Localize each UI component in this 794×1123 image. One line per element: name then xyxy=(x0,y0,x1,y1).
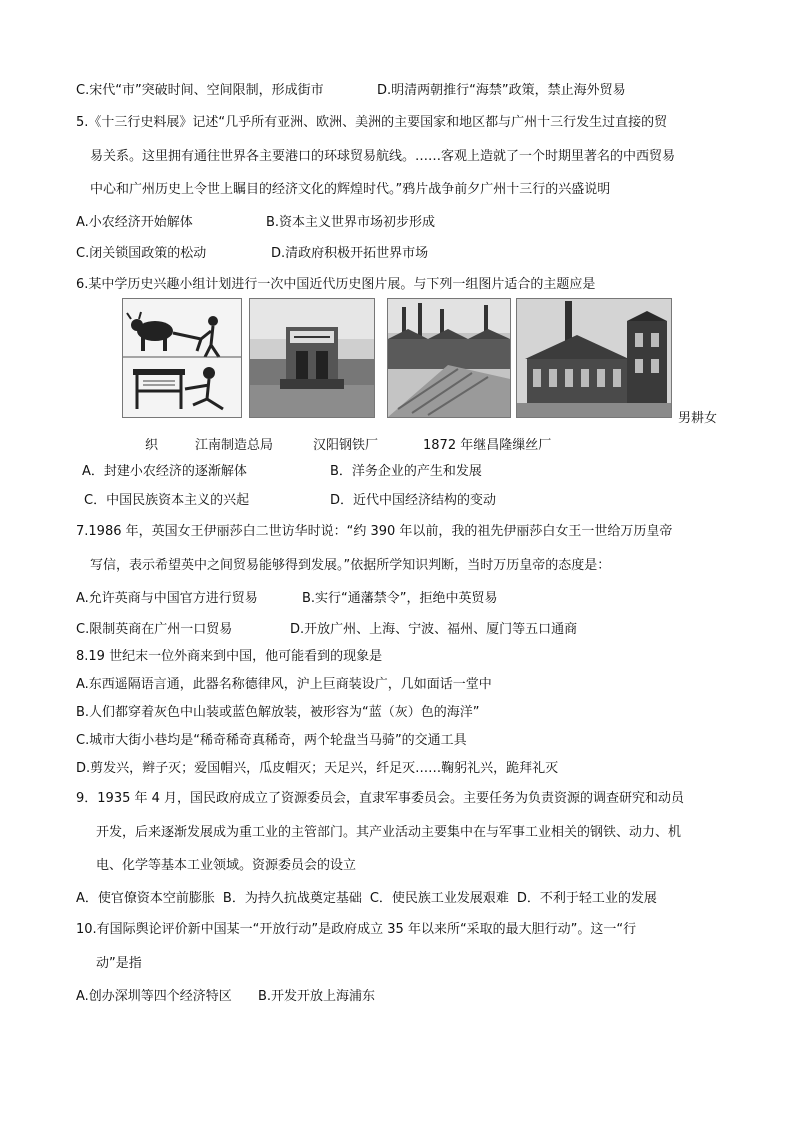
q7-stem-line2: 写信，表示希望英中之间贸易能够得到发展。”依据所学知识判断，当时万历皇帝的态度是： xyxy=(90,558,611,573)
silk-factory-picture xyxy=(516,298,672,418)
q10-option-a: A.创办深圳等四个经济特区 xyxy=(76,989,232,1004)
q5-stem-line1: 5.《十三行史料展》记述“几乎所有亚洲、欧洲、美洲的主要国家和地区都与广州十三行发生过直接的贸 xyxy=(76,115,668,130)
q10-option-b: B.开发开放上海浦东 xyxy=(258,989,376,1004)
farming-weaving-illustration xyxy=(123,299,241,417)
q9-options xyxy=(76,890,657,908)
q10-stem-line2: 动”是指 xyxy=(96,956,142,971)
farming-weaving-picture xyxy=(122,298,242,418)
q9-stem-line3: 电、化学等基本工业领域。资源委员会的设立 xyxy=(96,858,357,873)
q9-stem-line2: 开发，后来逐渐发展成为重工业的主管部门。其产业活动主要集中在与军事工业相关的钢铁、动力、机 xyxy=(96,825,682,840)
q7-option-b: B.实行“通藩禁令”，拒绝中英贸易 xyxy=(302,591,498,606)
q8-option-d: D.剪发兴，辫子灭；爱国帽兴，瓜皮帽灭；天足兴，纤足灭……鞠躬礼兴，跪拜礼灭 xyxy=(76,761,559,776)
q6-option-d: D．近代中国经济结构的变动 xyxy=(330,493,497,508)
q7-option-d: D.开放广州、上海、宁波、福州、厦门等五口通商 xyxy=(290,622,578,637)
hanyang-ironworks-picture xyxy=(387,298,511,418)
q6-caption1-a: 男耕女 xyxy=(678,411,718,426)
q8-option-b: B.人们都穿着灰色中山装或蓝色解放装，被形容为“蓝（灰）色的海洋” xyxy=(76,705,480,720)
q6-caption1-b: 织 xyxy=(145,438,159,453)
q6-option-a: A．封建小农经济的逐渐解体 xyxy=(82,464,247,479)
q7-option-c: C.限制英商在广州一口贸易 xyxy=(76,622,233,637)
hanyang-ironworks-photo xyxy=(388,299,510,417)
q7-option-a: A.允许英商与中国官方进行贸易 xyxy=(76,591,258,606)
q6-caption2: 江南制造总局 xyxy=(195,438,274,453)
q8-option-c: C.城市大街小巷均是“稀奇稀奇真稀奇，两个轮盘当马骑”的交通工具 xyxy=(76,733,467,748)
q10-stem-line1: 10.有国际舆论评价新中国某一“开放行动”是政府成立 35 年以来所“采取的最大胆行动”。这一“行 xyxy=(76,922,637,937)
q9-option-c: C．使民族工业发展艰难 xyxy=(369,891,509,906)
q5-stem-line3: 中心和广州历史上令世上瞩目的经济文化的辉煌时代。”鸦片战争前夕广州十三行的兴盛说明 xyxy=(90,182,611,197)
jiangnan-arsenal-picture xyxy=(249,298,375,418)
q6-caption4: 1872 年继昌隆缫丝厂 xyxy=(423,438,552,453)
q6-option-c: C．中国民族资本主义的兴起 xyxy=(84,493,250,508)
q6-stem: 6.某中学历史兴趣小组计划进行一次中国近代历史图片展。与下列一组图片适合的主题应是 xyxy=(76,277,596,292)
q6-caption3: 汉阳钢铁厂 xyxy=(313,438,379,453)
q8-stem: 8.19 世纪末一位外商来到中国，他可能看到的现象是 xyxy=(76,649,383,664)
q4-option-d: D.明清两朝推行“海禁”政策，禁止海外贸易 xyxy=(377,83,626,98)
q7-stem-line1: 7.1986 年，英国女王伊丽莎白二世访华时说：“约 390 年以前，我的祖先伊丽莎白女王一世给万历皇帝 xyxy=(76,524,673,539)
q8-option-a: A.东西遥隔语言通，此器名称德律风，沪上巨商装设广，几如面话一堂中 xyxy=(76,677,492,692)
jiangnan-arsenal-gate-photo xyxy=(250,299,374,417)
q6-option-b: B．洋务企业的产生和发展 xyxy=(330,464,482,479)
q5-option-a: A.小农经济开始解体 xyxy=(76,215,193,230)
q9-option-a: A．使官僚资本空前膨胀 xyxy=(76,891,215,906)
q5-stem-line2: 易关系。这里拥有通往世界各主要港口的环球贸易航线。……客观上造就了一个时期里著名的中西贸易 xyxy=(90,149,676,164)
q5-option-c: C.闭关锁国政策的松动 xyxy=(76,246,207,261)
jichanglong-silk-factory-photo xyxy=(517,299,671,417)
q5-option-d: D.清政府积极开拓世界市场 xyxy=(271,246,429,261)
q5-option-b: B.资本主义世界市场初步形成 xyxy=(266,215,436,230)
q4-option-c: C.宋代“市”突破时间、空间限制，形成街市 xyxy=(76,83,324,98)
q9-option-d: D．不利于轻工业的发展 xyxy=(516,891,657,906)
q9-option-b: B．为持久抗战奠定基础 xyxy=(222,891,362,906)
q9-stem-line1: 9．1935 年 4 月，国民政府成立了资源委员会，直隶军事委员会。主要任务为负责资源的调查研究和动员 xyxy=(76,791,685,806)
